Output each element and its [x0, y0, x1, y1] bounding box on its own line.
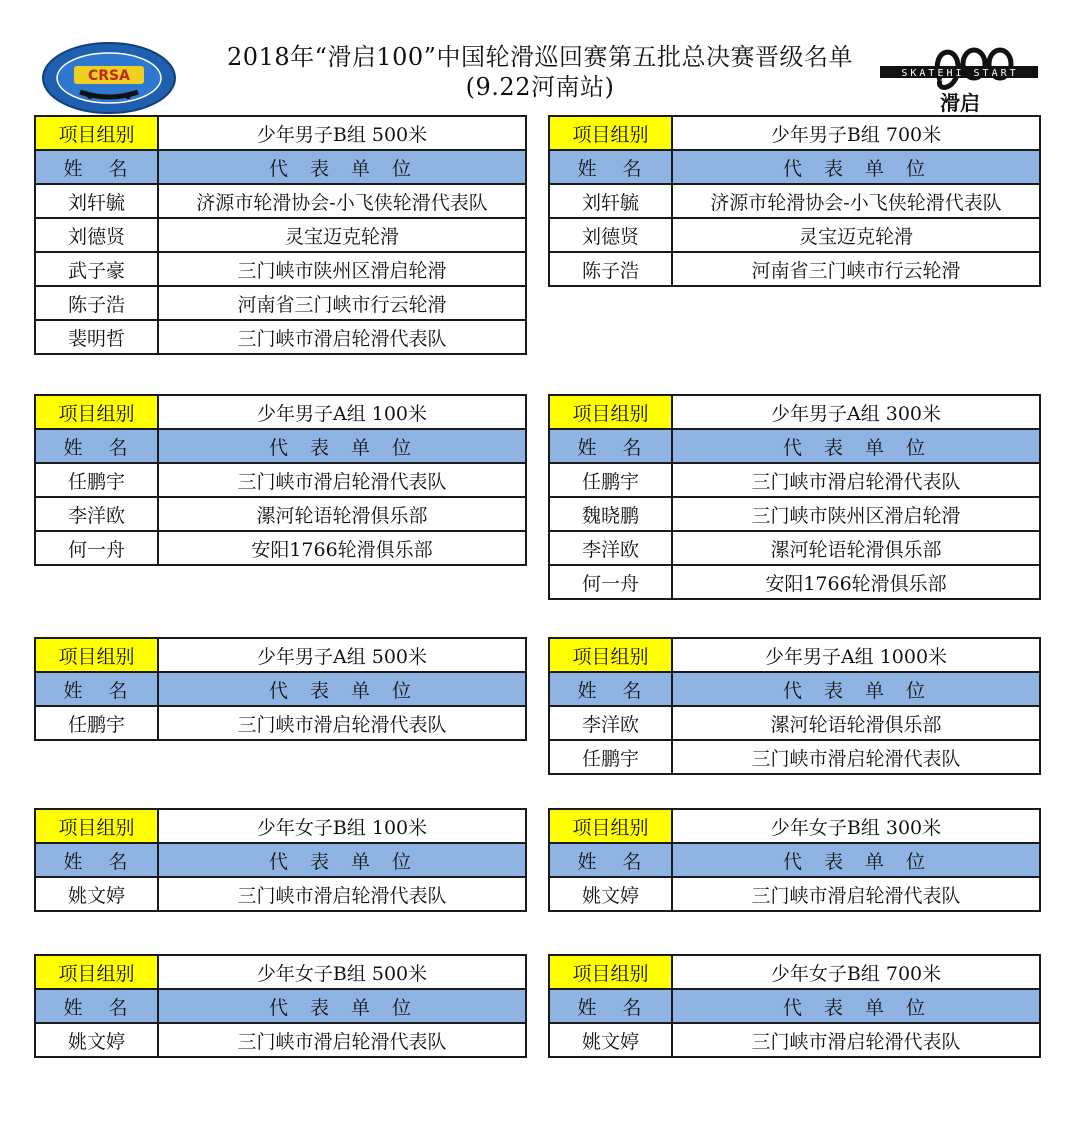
athlete-name: 魏晓鹏	[549, 497, 672, 531]
title-line-2: (9.22河南站)	[465, 73, 615, 101]
athlete-unit: 三门峡市滑启轮滑代表队	[672, 463, 1040, 497]
logo-brand-text: SKATEHI START	[901, 68, 1019, 79]
column-header-name: 姓名	[35, 989, 158, 1023]
athlete-unit: 三门峡市滑启轮滑代表队	[158, 463, 526, 497]
event-label: 项目组别	[35, 395, 158, 429]
table-row	[549, 252, 1040, 286]
athlete-name: 姚文婷	[35, 1023, 158, 1057]
event-label: 项目组别	[35, 809, 158, 843]
column-header-row	[35, 150, 526, 184]
event-name: 少年男子A组 500米	[158, 638, 526, 672]
column-header-row	[549, 429, 1040, 463]
logo-cn-text: 滑启	[940, 91, 980, 115]
athlete-unit: 河南省三门峡市行云轮滑	[158, 286, 526, 320]
event-label: 项目组别	[549, 395, 672, 429]
athlete-name: 任鹏宇	[549, 463, 672, 497]
column-header-name: 姓名	[549, 843, 672, 877]
group-table	[34, 115, 527, 355]
column-header-row	[35, 429, 526, 463]
athlete-name: 姚文婷	[35, 877, 158, 911]
table-row	[35, 463, 526, 497]
athlete-name: 陈子浩	[549, 252, 672, 286]
table-row	[549, 706, 1040, 740]
group-table	[34, 394, 527, 566]
athlete-name: 何一舟	[549, 565, 672, 599]
column-header-unit: 代表单位	[158, 429, 526, 463]
table-row	[549, 1023, 1040, 1057]
event-name: 少年男子A组 300米	[672, 395, 1040, 429]
table-row	[549, 565, 1040, 599]
column-header-name: 姓名	[35, 843, 158, 877]
athlete-unit: 济源市轮滑协会-小飞侠轮滑代表队	[672, 184, 1040, 218]
table-row	[549, 531, 1040, 565]
event-label: 项目组别	[549, 809, 672, 843]
athlete-unit: 安阳1766轮滑俱乐部	[158, 531, 526, 565]
column-header-row	[549, 843, 1040, 877]
table-row	[549, 218, 1040, 252]
athlete-name: 刘轩毓	[549, 184, 672, 218]
athlete-unit: 河南省三门峡市行云轮滑	[672, 252, 1040, 286]
athlete-name: 任鹏宇	[35, 463, 158, 497]
athlete-name: 陈子浩	[35, 286, 158, 320]
group-table	[548, 115, 1041, 287]
column-header-name: 姓名	[35, 429, 158, 463]
huaqi-100-logo	[880, 40, 1040, 116]
column-header-unit: 代表单位	[672, 672, 1040, 706]
event-row	[549, 809, 1040, 843]
athlete-name: 任鹏宇	[35, 706, 158, 740]
event-row	[35, 116, 526, 150]
athlete-name: 裴明哲	[35, 320, 158, 354]
event-row	[35, 809, 526, 843]
column-header-row	[35, 989, 526, 1023]
athlete-unit: 安阳1766轮滑俱乐部	[672, 565, 1040, 599]
column-header-unit: 代表单位	[672, 989, 1040, 1023]
athlete-unit: 三门峡市滑启轮滑代表队	[158, 1023, 526, 1057]
athlete-name: 任鹏宇	[549, 740, 672, 774]
event-row	[35, 638, 526, 672]
athlete-name: 李洋欧	[35, 497, 158, 531]
column-header-name: 姓名	[549, 429, 672, 463]
event-name: 少年男子B组 700米	[672, 116, 1040, 150]
athlete-name: 何一舟	[35, 531, 158, 565]
title-line-1: 2018年“滑启100”中国轮滑巡回赛第五批总决赛晋级名单	[227, 43, 853, 71]
table-row	[549, 184, 1040, 218]
table-row	[35, 1023, 526, 1057]
event-label: 项目组别	[549, 955, 672, 989]
table-row	[35, 286, 526, 320]
event-row	[549, 395, 1040, 429]
athlete-unit: 三门峡市陕州区滑启轮滑	[672, 497, 1040, 531]
athlete-unit: 灵宝迈克轮滑	[672, 218, 1040, 252]
event-name: 少年女子B组 100米	[158, 809, 526, 843]
athlete-unit: 三门峡市滑启轮滑代表队	[672, 740, 1040, 774]
athlete-unit: 漯河轮语轮滑俱乐部	[672, 706, 1040, 740]
athlete-unit: 三门峡市滑启轮滑代表队	[158, 706, 526, 740]
athlete-unit: 漯河轮语轮滑俱乐部	[672, 531, 1040, 565]
table-row	[35, 218, 526, 252]
table-row	[549, 463, 1040, 497]
column-header-name: 姓名	[549, 150, 672, 184]
column-header-unit: 代表单位	[158, 843, 526, 877]
column-header-name: 姓名	[549, 989, 672, 1023]
event-row	[549, 955, 1040, 989]
column-header-unit: 代表单位	[672, 843, 1040, 877]
event-label: 项目组别	[35, 116, 158, 150]
event-row	[35, 955, 526, 989]
column-header-unit: 代表单位	[672, 429, 1040, 463]
athlete-name: 武子豪	[35, 252, 158, 286]
table-row	[35, 497, 526, 531]
event-row	[35, 395, 526, 429]
athlete-name: 李洋欧	[549, 531, 672, 565]
column-header-unit: 代表单位	[158, 672, 526, 706]
column-header-unit: 代表单位	[672, 150, 1040, 184]
event-label: 项目组别	[35, 638, 158, 672]
table-row	[35, 184, 526, 218]
group-table	[34, 954, 527, 1058]
table-row	[35, 877, 526, 911]
athlete-name: 刘德贤	[549, 218, 672, 252]
table-row	[35, 706, 526, 740]
event-name: 少年女子B组 500米	[158, 955, 526, 989]
group-table	[548, 808, 1041, 912]
event-name: 少年女子B组 300米	[672, 809, 1040, 843]
table-row	[35, 252, 526, 286]
column-header-name: 姓名	[549, 672, 672, 706]
athlete-unit: 济源市轮滑协会-小飞侠轮滑代表队	[158, 184, 526, 218]
athlete-unit: 三门峡市滑启轮滑代表队	[158, 877, 526, 911]
athlete-unit: 三门峡市滑启轮滑代表队	[672, 1023, 1040, 1057]
table-row	[549, 497, 1040, 531]
event-name: 少年女子B组 700米	[672, 955, 1040, 989]
athlete-unit: 三门峡市滑启轮滑代表队	[158, 320, 526, 354]
group-table	[34, 808, 527, 912]
table-row	[35, 531, 526, 565]
event-name: 少年男子B组 500米	[158, 116, 526, 150]
event-row	[549, 638, 1040, 672]
athlete-unit: 灵宝迈克轮滑	[158, 218, 526, 252]
column-header-row	[35, 672, 526, 706]
event-name: 少年男子A组 100米	[158, 395, 526, 429]
event-label: 项目组别	[35, 955, 158, 989]
column-header-unit: 代表单位	[158, 989, 526, 1023]
event-label: 项目组别	[549, 116, 672, 150]
athlete-name: 姚文婷	[549, 1023, 672, 1057]
table-row	[549, 877, 1040, 911]
table-row	[35, 320, 526, 354]
column-header-row	[549, 989, 1040, 1023]
athlete-name: 姚文婷	[549, 877, 672, 911]
group-table	[34, 637, 527, 741]
event-row	[549, 116, 1040, 150]
crsa-logo-text: CRSA	[88, 68, 130, 84]
athlete-name: 李洋欧	[549, 706, 672, 740]
event-name: 少年男子A组 1000米	[672, 638, 1040, 672]
athlete-unit: 三门峡市陕州区滑启轮滑	[158, 252, 526, 286]
column-header-row	[549, 672, 1040, 706]
table-row	[549, 740, 1040, 774]
column-header-name: 姓名	[35, 150, 158, 184]
athlete-name: 刘轩毓	[35, 184, 158, 218]
group-table	[548, 394, 1041, 600]
group-table	[548, 637, 1041, 775]
column-header-row	[549, 150, 1040, 184]
group-table	[548, 954, 1041, 1058]
athlete-unit: 三门峡市滑启轮滑代表队	[672, 877, 1040, 911]
column-header-unit: 代表单位	[158, 150, 526, 184]
athlete-unit: 漯河轮语轮滑俱乐部	[158, 497, 526, 531]
column-header-name: 姓名	[35, 672, 158, 706]
athlete-name: 刘德贤	[35, 218, 158, 252]
column-header-row	[35, 843, 526, 877]
event-label: 项目组别	[549, 638, 672, 672]
